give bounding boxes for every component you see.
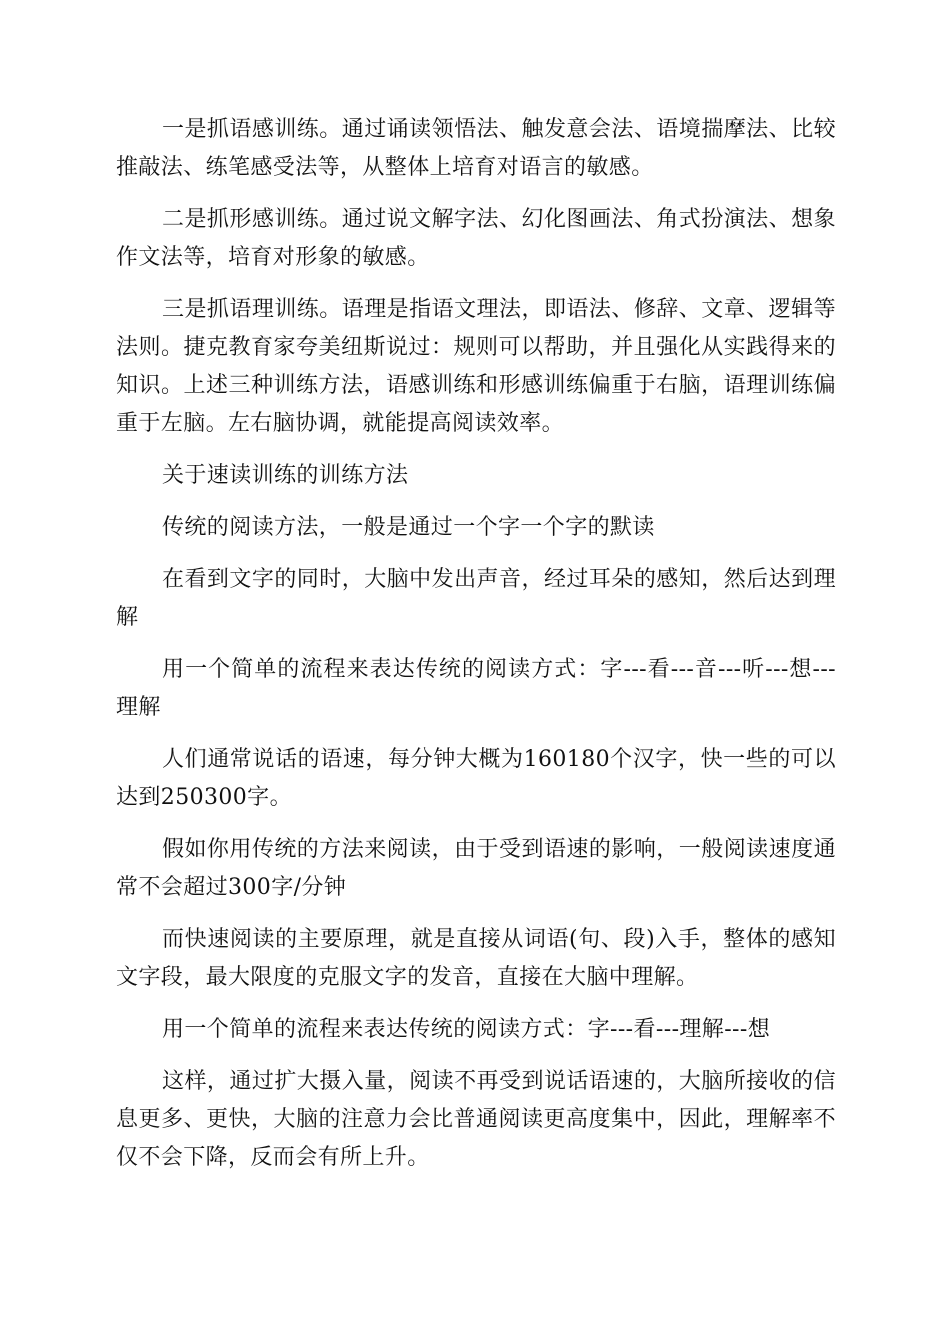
section-heading-speed-reading: 关于速读训练的训练方法 xyxy=(162,463,409,488)
paragraph-reading-speed-limit: 假如你用传统的方法来阅读，由于受到语速的影响，一般阅读速度通常不会超过300字/分钟 xyxy=(116,837,836,900)
paragraph-conclusion: 这样，通过扩大摄入量，阅读不再受到说话语速的，大脑所接收的信息更多、更快，大脑的注意力会比普通阅读更高度集中，因此，理解率不仅不会下降，反而会有所上升。 xyxy=(116,1069,836,1170)
document-body xyxy=(116,111,836,1191)
paragraph-fast-reading-flow: 用一个简单的流程来表达传统的阅读方式：字---看---理解---想 xyxy=(162,1017,771,1042)
paragraph-language-sense-training: 一是抓语感训练。通过诵读领悟法、触发意会法、语境揣摩法、比较推敲法、练笔感受法等，从整体上培育对语言的敏感。 xyxy=(116,117,836,180)
paragraph-speech-rate: 人们通常说话的语速，每分钟大概为160180个汉字，快一些的可以达到250300字。 xyxy=(116,747,836,810)
paragraph-language-logic-training: 三是抓语理训练。语理是指语文理法，即语法、修辞、文章、逻辑等法则。捷克教育家夸美纽斯说过：规则可以帮助，并且强化从实践得来的知识。上述三种训练方法，语感训练和形感训练偏重于右脑，语理训练偏重于左脑。左右脑协调，就能提高阅读效率。 xyxy=(116,297,836,436)
paragraph-fast-reading-principle: 而快速阅读的主要原理，就是直接从词语(句、段)入手，整体的感知文字段，最大限度的克服文字的发音，直接在大脑中理解。 xyxy=(116,927,836,990)
paragraph-traditional-flow: 用一个简单的流程来表达传统的阅读方式：字---看---音---听---想---理解 xyxy=(116,657,836,720)
paragraph-brain-sound: 在看到文字的同时，大脑中发出声音，经过耳朵的感知，然后达到理解 xyxy=(116,567,836,630)
paragraph-traditional-reading: 传统的阅读方法，一般是通过一个字一个字的默读 xyxy=(162,515,655,540)
paragraph-form-sense-training: 二是抓形感训练。通过说文解字法、幻化图画法、角式扮演法、想象作文法等，培育对形象的敏感。 xyxy=(116,207,836,270)
